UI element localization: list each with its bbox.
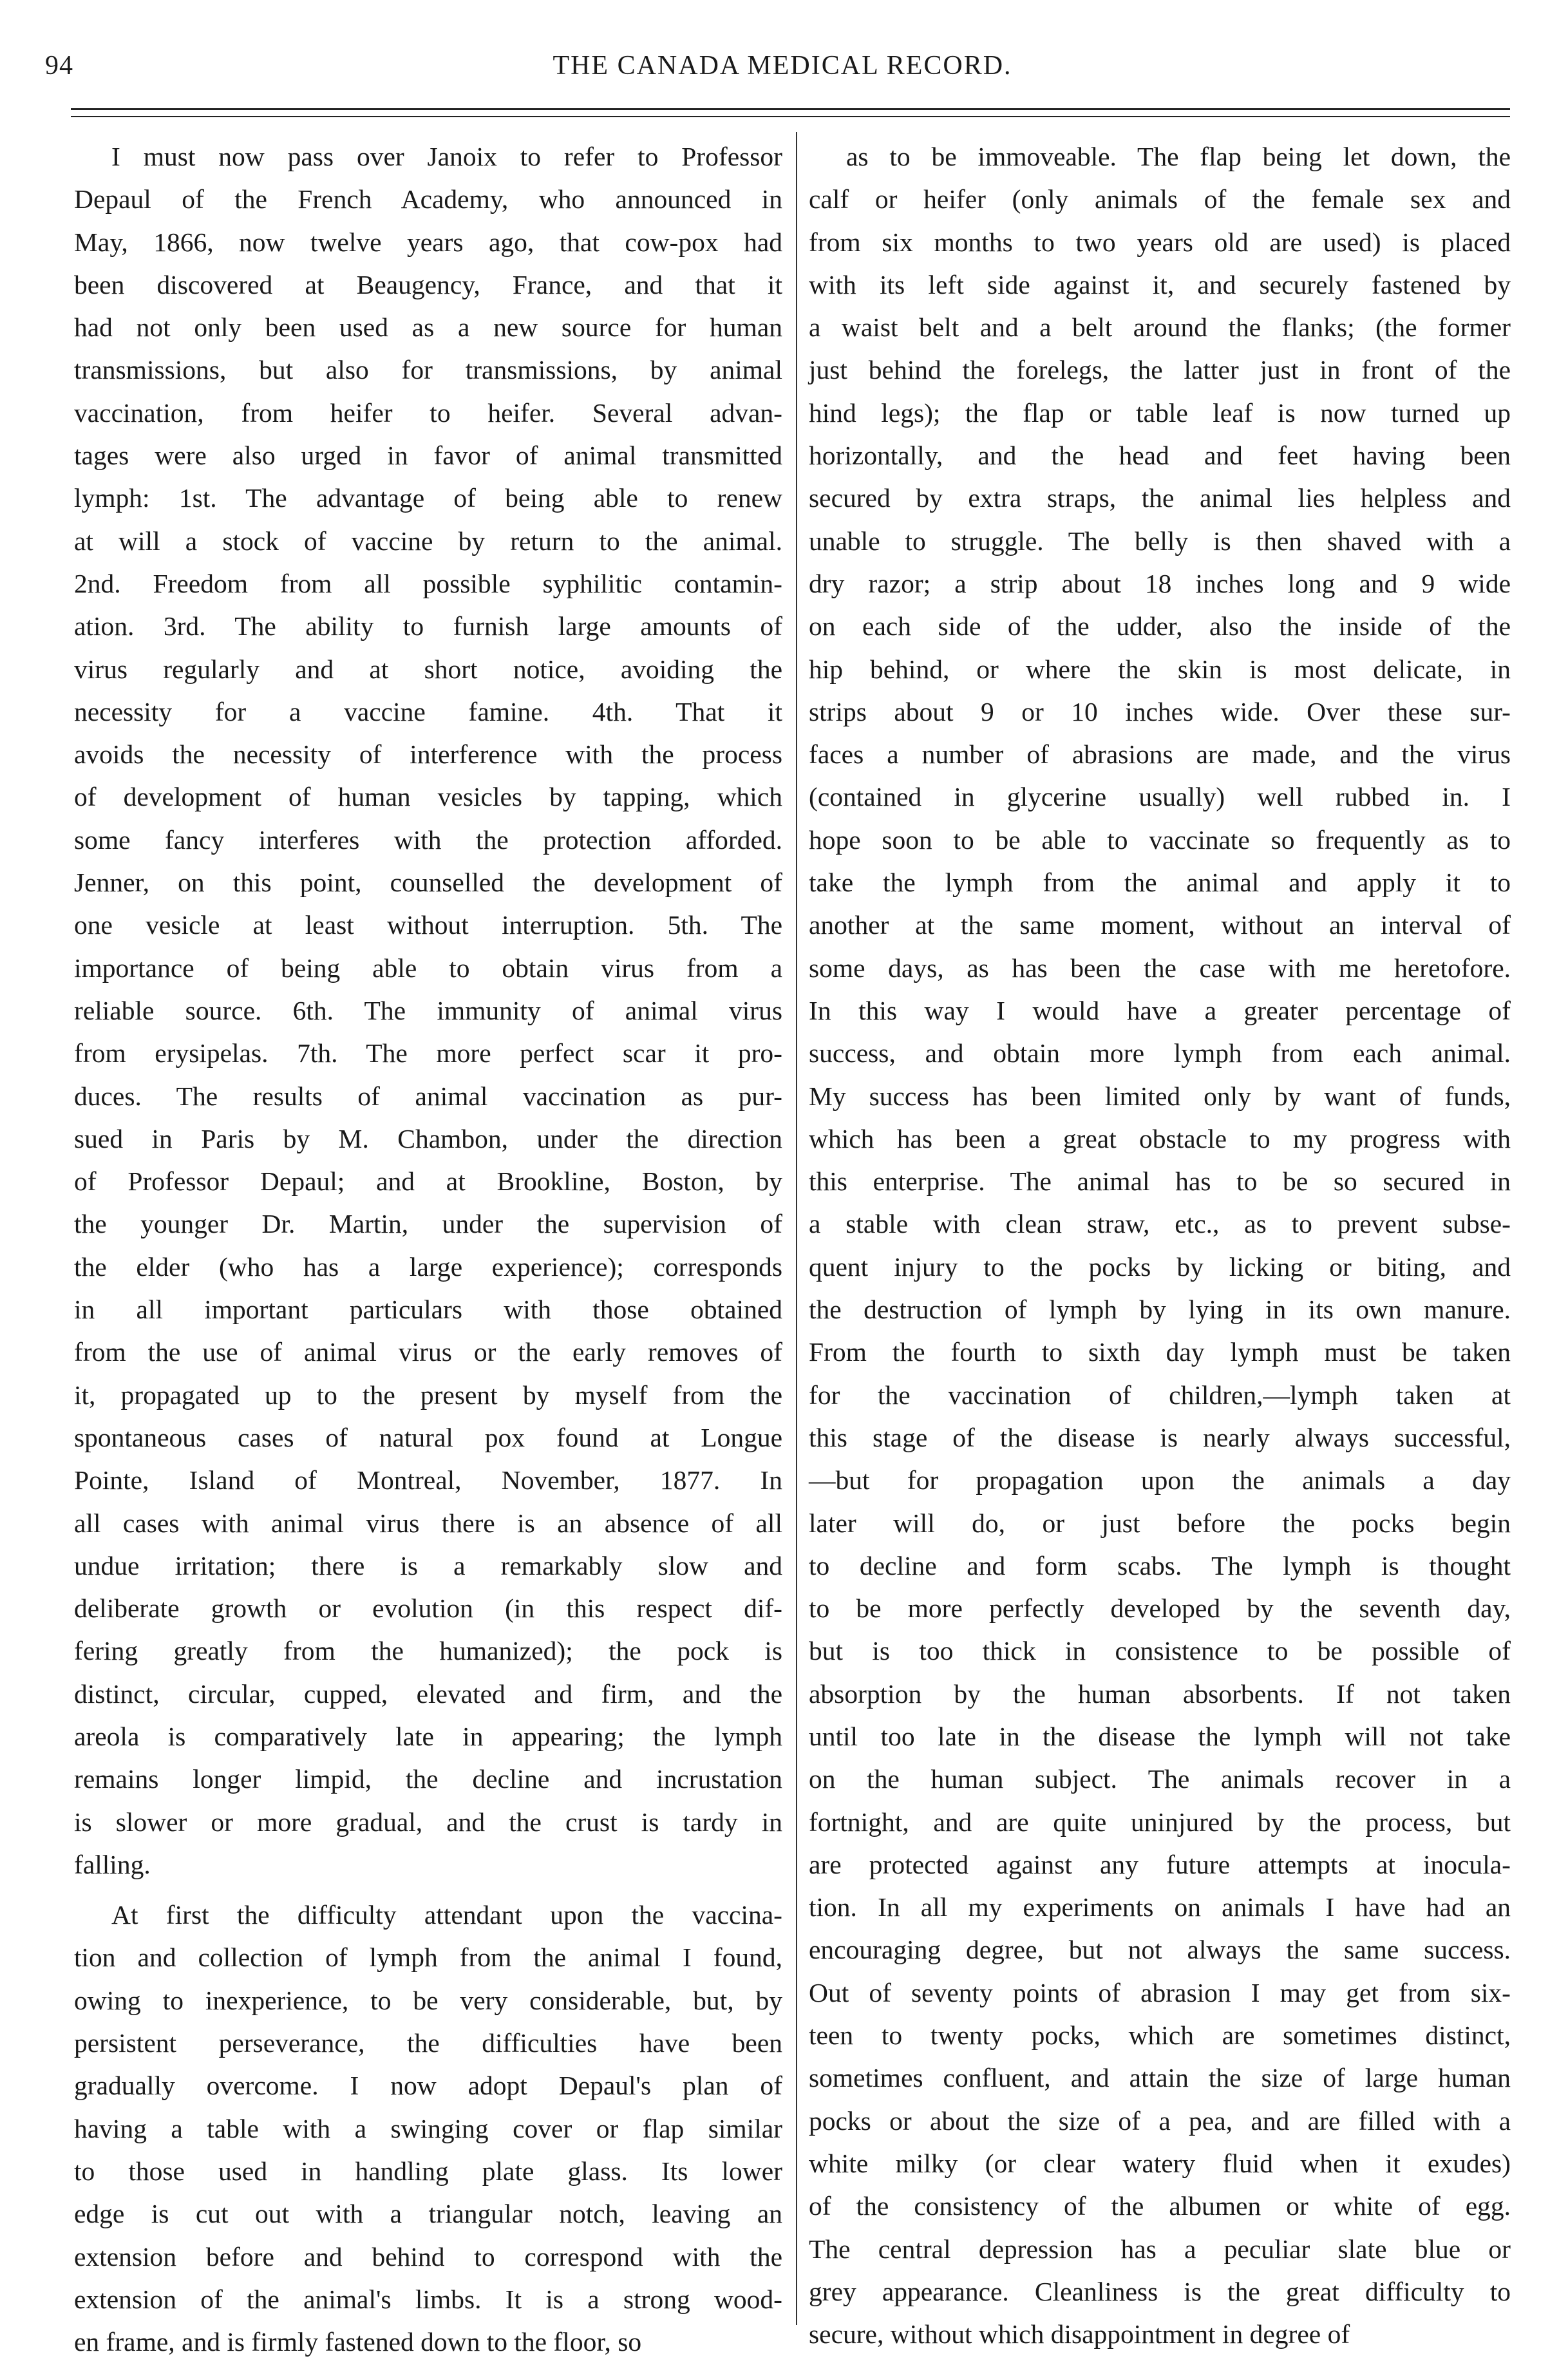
- text-line: which has been a great obstacle to my progress with: [809, 1123, 1511, 1153]
- text-line: later will do, or just before the pocks begin: [809, 1508, 1511, 1538]
- text-line: had not only been used as a new source for human: [74, 312, 782, 343]
- text-line: from erysipelas. 7th. The more perfect scar it pro-: [74, 1038, 782, 1068]
- text-line: success, and obtain more lymph from each animal.: [809, 1038, 1511, 1068]
- page-number: 94: [45, 51, 73, 81]
- text-line: encouraging degree, but not always the same success.: [809, 1935, 1511, 1965]
- text-line: horizontally, and the head and feet having been: [809, 441, 1511, 471]
- text-line: secured by extra straps, the animal lies helpless and: [809, 483, 1511, 513]
- text-line: sometimes confluent, and attain the size of large human: [809, 2063, 1511, 2093]
- column-divider: [796, 132, 797, 2325]
- text-line: faces a number of abrasions are made, and the virus: [809, 739, 1511, 770]
- text-line: en frame, and is firmly fastened down to the floor, so: [74, 2327, 642, 2357]
- text-line: for the vaccination of children,—lymph taken at: [809, 1380, 1511, 1410]
- text-line: a waist belt and a belt around the flanks; (the former: [809, 312, 1511, 343]
- text-line: quent injury to the pocks by licking or biting, and: [809, 1251, 1511, 1282]
- text-line: the younger Dr. Martin, under the supervision of: [74, 1209, 782, 1239]
- text-line: Out of seventy points of abrasion I may get from six-: [809, 1977, 1511, 2007]
- text-line: deliberate growth or evolution (in this respect dif-: [74, 1593, 782, 1624]
- text-line: white milky (or clear watery fluid when it exudes): [809, 2148, 1511, 2178]
- text-line: this stage of the disease is nearly always successful,: [809, 1422, 1511, 1452]
- page-header: [45, 50, 1520, 95]
- text-line: at will a stock of vaccine by return to the animal.: [74, 526, 782, 556]
- text-line: been discovered at Beaugency, France, and that it: [74, 269, 782, 299]
- text-line: tages were also urged in favor of animal transmitted: [74, 441, 782, 471]
- text-line: take the lymph from the animal and apply it to: [809, 868, 1511, 898]
- text-line: In this way I would have a greater percentage of: [809, 995, 1511, 1025]
- text-line: secure, without which disappointment in degree of: [809, 2319, 1350, 2349]
- text-line: hip behind, or where the skin is most delicate, in: [809, 654, 1511, 684]
- text-line: having a table with a swinging cover or flap similar: [74, 2113, 782, 2143]
- text-line: My success has been limited only by want of funds,: [809, 1081, 1511, 1111]
- text-line: calf or heifer (only animals of the female sex and: [809, 184, 1511, 214]
- text-line: some fancy interferes with the protection afforded.: [74, 824, 782, 855]
- text-line: are protected against any future attempts at inocula-: [809, 1849, 1511, 1879]
- text-line: 2nd. Freedom from all possible syphilitic contamin-: [74, 568, 782, 598]
- text-line: just behind the forelegs, the latter just in front of the: [809, 355, 1511, 385]
- text-line: spontaneous cases of natural pox found at Longue: [74, 1422, 782, 1452]
- text-line: one vesicle at least without interruption. 5th. The: [74, 910, 782, 940]
- text-line: until too late in the disease the lymph will not take: [809, 1721, 1511, 1751]
- right-paragraph-1: [809, 135, 1511, 2355]
- text-line: this enterprise. The animal has to be so secured in: [809, 1166, 1511, 1197]
- header-rule-top: [71, 108, 1510, 110]
- text-line: May, 1866, now twelve years ago, that cow-pox had: [74, 227, 782, 257]
- text-line: from the use of animal virus or the early removes of: [74, 1337, 782, 1367]
- text-line: of Professor Depaul; and at Brookline, Boston, by: [74, 1166, 782, 1197]
- text-line: Jenner, on this point, counselled the development of: [74, 868, 782, 898]
- text-line: tion and collection of lymph from the animal I found,: [74, 1942, 782, 1973]
- left-paragraph-2: [74, 1893, 782, 2363]
- text-line: strips about 9 or 10 inches wide. Over these sur-: [809, 696, 1511, 726]
- text-line: on the human subject. The animals recover in a: [809, 1764, 1511, 1794]
- text-line: the elder (who has a large experience); corresponds: [74, 1251, 782, 1282]
- text-line: from six months to two years old are used) is placed: [809, 227, 1511, 257]
- header-rule-bottom: [71, 116, 1510, 117]
- text-line: The central depression has a peculiar slate blue or: [809, 2234, 1511, 2264]
- text-line: some days, as has been the case with me heretofore.: [809, 953, 1511, 983]
- text-line: a stable with clean straw, etc., as to prevent subse-: [809, 1209, 1511, 1239]
- text-line: transmissions, but also for transmissions, by animal: [74, 355, 782, 385]
- text-line: is slower or more gradual, and the crust is tardy in: [74, 1807, 782, 1837]
- text-line: extension before and behind to correspond with the: [74, 2241, 782, 2272]
- text-line: From the fourth to sixth day lymph must be taken: [809, 1337, 1511, 1367]
- text-line: all cases with animal virus there is an absence of all: [74, 1508, 782, 1538]
- text-line: of the consistency of the albumen or white of egg.: [809, 2191, 1511, 2221]
- right-column: [809, 135, 1511, 2355]
- text-line: undue irritation; there is a remarkably slow and: [74, 1550, 782, 1580]
- text-line: importance of being able to obtain virus from a: [74, 953, 782, 983]
- text-line: hind legs); the flap or table leaf is now turned up: [809, 397, 1511, 428]
- text-line: extension of the animal's limbs. It is a strong wood-: [74, 2284, 782, 2314]
- text-line: edge is cut out with a triangular notch, leaving an: [74, 2199, 782, 2229]
- text-line: of development of human vesicles by tapping, which: [74, 782, 782, 812]
- left-column: [74, 135, 782, 2363]
- text-line: (contained in glycerine usually) well rubbed in. I: [809, 782, 1511, 812]
- text-line: gradually overcome. I now adopt Depaul's plan of: [74, 2071, 782, 2101]
- text-line: it, propagated up to the present by myself from the: [74, 1380, 782, 1410]
- text-line: ation. 3rd. The ability to furnish large amounts of: [74, 611, 782, 641]
- text-line: on each side of the udder, also the inside of the: [809, 611, 1511, 641]
- text-line: distinct, circular, cupped, elevated and firm, and the: [74, 1678, 782, 1709]
- text-line: another at the same moment, without an interval of: [809, 910, 1511, 940]
- text-line: tion. In all my experiments on animals I have had an: [809, 1892, 1511, 1922]
- text-line: dry razor; a strip about 18 inches long and 9 wide: [809, 568, 1511, 598]
- text-line: pocks or about the size of a pea, and are filled with a: [809, 2105, 1511, 2136]
- text-line: I must now pass over Janoix to refer to Professor: [111, 142, 782, 171]
- journal-title: THE CANADA MEDICAL RECORD.: [553, 51, 1012, 81]
- text-line: remains longer limpid, the decline and incrustation: [74, 1764, 782, 1794]
- text-line: Depaul of the French Academy, who announced in: [74, 184, 782, 214]
- text-line: fortnight, and are quite uninjured by the process, but: [809, 1807, 1511, 1837]
- text-line: unable to struggle. The belly is then shaved with a: [809, 526, 1511, 556]
- text-line: to be more perfectly developed by the seventh day,: [809, 1593, 1511, 1624]
- text-line: necessity for a vaccine famine. 4th. That it: [74, 696, 782, 726]
- text-line: the destruction of lymph by lying in its own manure.: [809, 1295, 1511, 1325]
- text-line: to decline and form scabs. The lymph is thought: [809, 1550, 1511, 1580]
- text-line: avoids the necessity of interference with the process: [74, 739, 782, 770]
- text-line: grey appearance. Cleanliness is the great difficulty to: [809, 2276, 1511, 2306]
- text-line: sued in Paris by M. Chambon, under the direction: [74, 1123, 782, 1153]
- text-line: vaccination, from heifer to heifer. Several advan-: [74, 397, 782, 428]
- text-line: persistent perseverance, the difficulties have been: [74, 2028, 782, 2058]
- text-line: Pointe, Island of Montreal, November, 1877. In: [74, 1465, 782, 1495]
- text-line: virus regularly and at short notice, avoiding the: [74, 654, 782, 684]
- text-line: in all important particulars with those obtained: [74, 1295, 782, 1325]
- text-line: hope soon to be able to vaccinate so frequently as to: [809, 824, 1511, 855]
- text-line: reliable source. 6th. The immunity of animal virus: [74, 995, 782, 1025]
- text-line: but is too thick in consistence to be possible of: [809, 1636, 1511, 1666]
- text-line: with its left side against it, and securely fastened by: [809, 269, 1511, 299]
- text-line: falling.: [74, 1849, 151, 1879]
- text-line: owing to inexperience, to be very considerable, but, by: [74, 1985, 782, 2015]
- text-line: fering greatly from the humanized); the pock is: [74, 1636, 782, 1666]
- text-line: as to be immoveable. The flap being let down, the: [846, 142, 1511, 171]
- left-paragraph-1: [74, 135, 782, 1886]
- text-line: duces. The results of animal vaccination as pur-: [74, 1081, 782, 1111]
- text-line: lymph: 1st. The advantage of being able to renew: [74, 483, 782, 513]
- text-line: to those used in handling plate glass. Its lower: [74, 2156, 782, 2186]
- text-line: At first the difficulty attendant upon the vaccina-: [111, 1900, 782, 1930]
- text-line: absorption by the human absorbents. If not taken: [809, 1678, 1511, 1709]
- text-line: —but for propagation upon the animals a day: [809, 1465, 1511, 1495]
- text-line: areola is comparatively late in appearing; the lymph: [74, 1721, 782, 1751]
- text-line: teen to twenty pocks, which are sometimes distinct,: [809, 2020, 1511, 2051]
